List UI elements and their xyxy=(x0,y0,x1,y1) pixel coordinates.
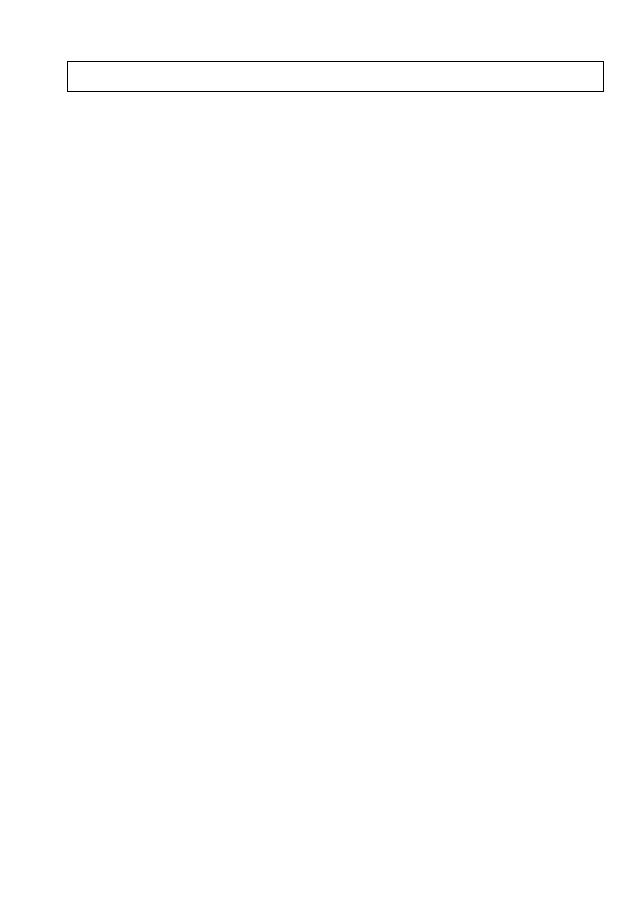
section-heading-row xyxy=(68,62,604,92)
tariff-table xyxy=(67,61,604,92)
section-heading xyxy=(68,62,604,92)
footnote xyxy=(75,577,595,592)
